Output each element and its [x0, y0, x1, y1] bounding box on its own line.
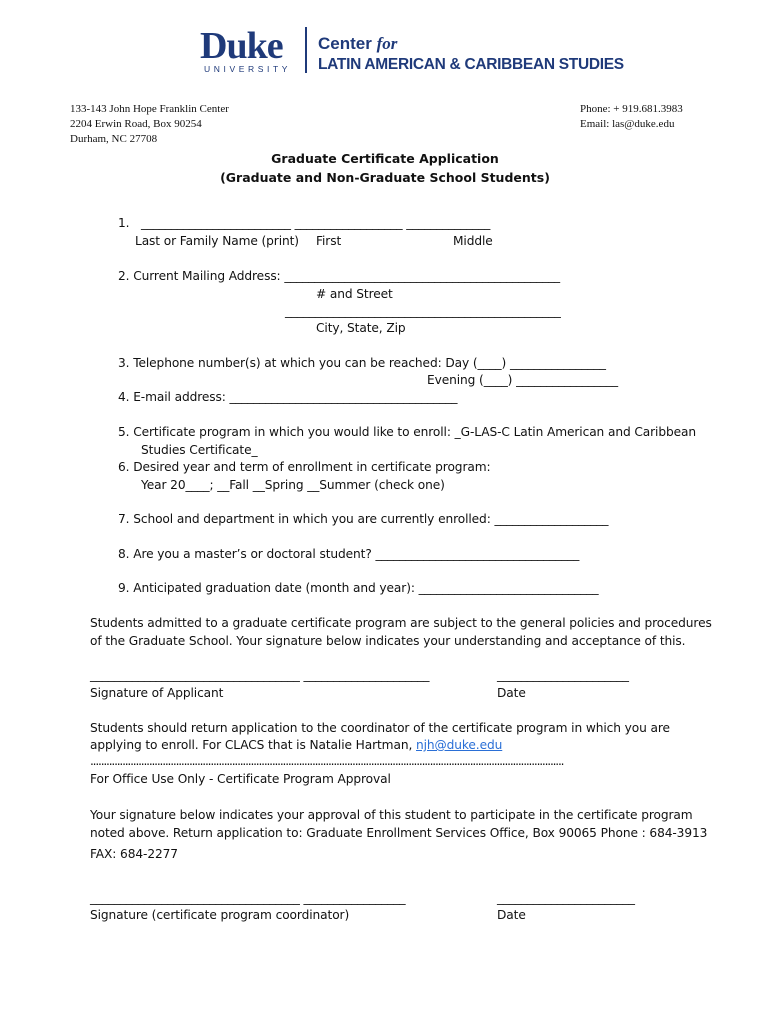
q1-name-field[interactable]: _________________________ __________________ ______________: [141, 216, 491, 230]
policy-text-line2: of the Graduate School. Your signature below indicates your understanding and acceptance of this.: [90, 634, 686, 648]
return-note-text: applying to enroll. For CLACS that is Natalie Hartman,: [90, 738, 416, 752]
address-line-1: 133-143 John Hope Franklin Center: [70, 103, 229, 115]
q2-mailing-address-field[interactable]: 2. Current Mailing Address: ______________________________________________: [118, 269, 561, 283]
q5-certificate-program: 5. Certificate program in which you would like to enroll: _G-LAS-C Latin American and Caribbean: [118, 425, 696, 439]
coordinator-email-link[interactable]: njh@duke.edu: [416, 738, 503, 752]
coordinator-date-label: Date: [497, 908, 526, 922]
coordinator-signature-field[interactable]: ___________________________________ _________________: [90, 891, 406, 905]
applicant-signature-label: Signature of Applicant: [90, 686, 224, 700]
coordinator-signature-label: Signature (certificate program coordinator): [90, 908, 350, 922]
q2-label-city: City, State, Zip: [316, 321, 406, 335]
form-subtitle: (Graduate and Non-Graduate School Students): [220, 170, 550, 185]
applicant-date-field[interactable]: ______________________: [497, 668, 629, 682]
return-note-line2: [90, 738, 502, 752]
center-logo-for: for: [376, 34, 398, 53]
duke-logo-wordmark: Duke: [200, 25, 283, 67]
form-title: Graduate Certificate Application: [271, 151, 499, 166]
policy-text-line1: Students admitted to a graduate certificate program are subject to the general policies and procedures: [90, 616, 712, 630]
contact-phone: Phone: + 919.681.3983: [580, 103, 683, 115]
q9-graduation-date-field[interactable]: 9. Anticipated graduation date (month and year): ______________________________: [118, 581, 599, 595]
office-approval-line1: Your signature below indicates your approval of this student to participate in the certificate program: [90, 808, 693, 822]
q6-term-field[interactable]: Year 20____; __Fall __Spring __Summer (check one): [141, 478, 445, 492]
office-use-heading: For Office Use Only - Certificate Program Approval: [90, 772, 391, 786]
contact-email: Email: las@duke.edu: [580, 118, 675, 130]
address-line-2: 2204 Erwin Road, Box 90254: [70, 118, 202, 130]
q1-label-first: First: [316, 234, 342, 248]
q2-label-street: # and Street: [316, 287, 393, 301]
office-fax: FAX: 684-2277: [90, 847, 178, 861]
logo-divider: [305, 27, 307, 73]
coordinator-date-field[interactable]: _______________________: [497, 891, 635, 905]
applicant-date-label: Date: [497, 686, 526, 700]
q7-school-department-field[interactable]: 7. School and department in which you are currently enrolled: ___________________: [118, 512, 609, 526]
q1-number: 1.: [118, 216, 130, 230]
duke-logo-university: UNIVERSITY: [204, 64, 292, 74]
q2-city-field[interactable]: ______________________________________________: [285, 304, 561, 318]
q4-email-field[interactable]: 4. E-mail address: ______________________________________: [118, 390, 458, 404]
q3-telephone-field[interactable]: 3. Telephone number(s) at which you can be reached: Day (____) ________________: [118, 356, 606, 370]
return-note-line1: Students should return application to the coordinator of the certificate program in which you are: [90, 721, 670, 735]
center-logo-line1: [318, 34, 397, 54]
q5-certificate-program-cont: Studies Certificate_: [141, 443, 258, 457]
q1-label-middle: Middle: [453, 234, 493, 248]
q8-degree-level-field[interactable]: 8. Are you a master’s or doctoral student? __________________________________: [118, 547, 580, 561]
address-line-3: Durham, NC 27708: [70, 133, 158, 145]
dotted-separator: .................................................................................................................................................................................: [90, 754, 564, 768]
q3-evening-field[interactable]: Evening (____) _________________: [427, 373, 619, 387]
center-logo-studies: LATIN AMERICAN & CARIBBEAN STUDIES: [318, 56, 624, 73]
office-approval-line2: noted above. Return application to: Graduate Enrollment Services Office, Box 90065 Phone : 684-3913: [90, 826, 708, 840]
q1-label-last: Last or Family Name (print): [135, 234, 299, 248]
center-logo-center: Center: [318, 34, 372, 53]
applicant-signature-field[interactable]: ___________________________________ _____________________: [90, 668, 430, 682]
q6-desired-term: 6. Desired year and term of enrollment in certificate program:: [118, 460, 491, 474]
